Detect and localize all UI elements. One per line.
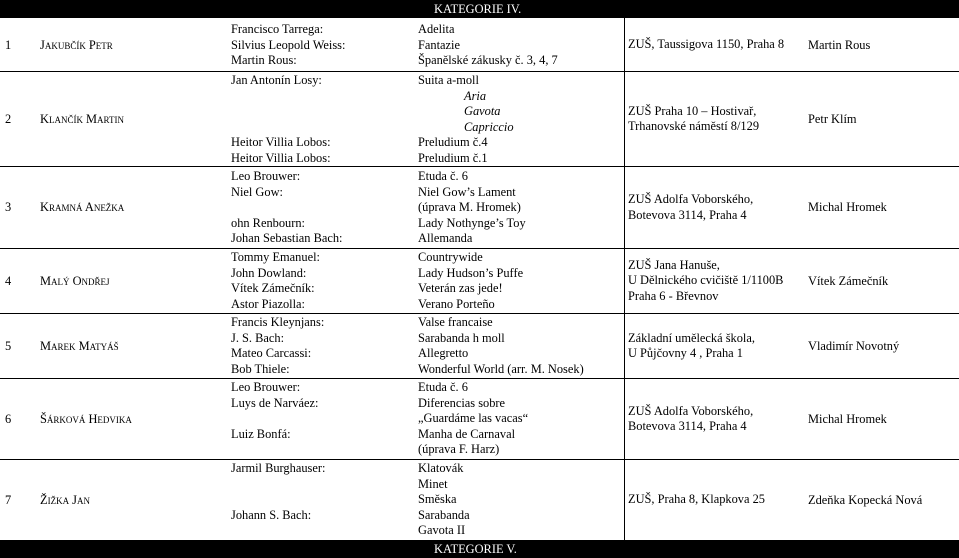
piece: Preludium č.4 — [418, 135, 488, 149]
school — [628, 314, 755, 378]
piece: Etuda č. 6 — [418, 380, 468, 394]
school-line: Botevova 3114, Praha 4 — [628, 207, 747, 222]
piece: Niel Gow’s Lament — [418, 184, 516, 199]
teacher: Michal Hromek — [808, 200, 887, 214]
composer — [231, 120, 331, 136]
composer-list — [231, 380, 318, 442]
piece: Preludium č.1 — [418, 150, 488, 165]
piece-list — [418, 461, 470, 539]
composer: Luys de Narváez: — [231, 395, 319, 410]
school-line: ZUŠ Jana Hanuše, — [628, 257, 720, 272]
composer: Silvius Leopold Weiss: — [231, 37, 346, 52]
composer: Leo Brouwer: — [231, 169, 301, 183]
composer: Leo Brouwer: — [231, 380, 301, 394]
row-number: 4 — [5, 273, 12, 288]
piece: Verano Porteño — [418, 296, 495, 311]
school — [628, 249, 783, 313]
composer: ohn Renbourn: — [231, 215, 305, 230]
piece: Suita a-moll — [418, 73, 479, 87]
piece-list — [418, 22, 558, 69]
piece: „Guardáme las vacas“ — [418, 411, 529, 425]
piece-list — [418, 73, 514, 166]
table-row — [0, 460, 959, 540]
movement: Gavota — [464, 104, 501, 118]
composer-list — [231, 250, 320, 312]
piece: Wonderful World (arr. M. Nosek) — [418, 361, 584, 376]
piece: Adelita — [418, 22, 455, 36]
school-line: ZUŠ, Praha 8, Klapkova 25 — [628, 492, 765, 507]
piece: Směska — [418, 492, 457, 506]
table-row — [0, 314, 959, 378]
piece: Valse francaise — [418, 315, 493, 329]
composer: Francis Kleynjans: — [231, 315, 325, 329]
composer: Vítek Zámečník: — [231, 281, 315, 295]
school-line: U Dělnického cvičiště 1/1100B — [628, 273, 784, 288]
school-line: Trhanovské náměstí 8/129 — [628, 119, 760, 133]
composer-list — [231, 73, 331, 166]
category-footer-label: KATEGORIE V. — [434, 542, 517, 556]
piece-list — [418, 315, 584, 377]
piece: (úprava F. Harz) — [418, 442, 500, 456]
composer: Astor Piazolla: — [231, 296, 305, 311]
performer-name: Šárková Hedvika — [40, 411, 132, 426]
school — [628, 460, 765, 540]
category-header — [0, 0, 959, 18]
composer: Bob Thiele: — [231, 361, 290, 376]
performer-name: Žižka Jan — [40, 492, 90, 507]
performer-name: Jakubčík Petr — [40, 37, 113, 52]
teacher: Petr Klím — [808, 111, 857, 126]
category-header-label: KATEGORIE IV. — [434, 2, 522, 16]
row-number: 5 — [5, 338, 12, 353]
school-line: ZUŠ Adolfa Voborského, — [628, 192, 754, 206]
piece: (úprava M. Hromek) — [418, 200, 521, 214]
composer-list — [231, 169, 343, 247]
performer-name: Marek Matyáš — [40, 338, 119, 353]
composer: Jarmil Burghauser: — [231, 461, 326, 475]
composer: Heitor Villia Lobos: — [231, 135, 331, 149]
piece-list — [418, 169, 526, 247]
composer: Johann S. Bach: — [231, 507, 312, 522]
composer: Jan Antonín Losy: — [231, 73, 322, 87]
piece-list — [418, 380, 528, 458]
composer — [231, 411, 318, 427]
composer: Heitor Villia Lobos: — [231, 150, 331, 165]
performer-name: Klančík Martin — [40, 111, 125, 126]
composer — [231, 104, 331, 120]
piece: Sarabanda h moll — [418, 330, 505, 345]
table-row — [0, 72, 959, 166]
school — [628, 379, 753, 459]
row-number: 2 — [5, 111, 12, 126]
composer: Johan Sebastian Bach: — [231, 231, 343, 245]
composer: Mateo Carcassi: — [231, 346, 312, 360]
row-number: 1 — [5, 37, 12, 52]
row-number: 7 — [5, 492, 12, 507]
performer-name: Kramná Anežka — [40, 200, 125, 214]
school-line: Praha 6 - Břevnov — [628, 288, 719, 303]
school-line: U Půjčovny 4 , Praha 1 — [628, 346, 743, 360]
category-footer — [0, 540, 959, 558]
composer: John Dowland: — [231, 265, 307, 280]
piece: Lady Nothynge’s Toy — [418, 215, 526, 230]
piece: Minet — [418, 476, 448, 491]
piece-list — [418, 250, 523, 312]
composer — [231, 477, 325, 493]
piece: Sarabanda — [418, 507, 470, 522]
composer: J. S. Bach: — [231, 330, 285, 345]
school-line: Botevova 3114, Praha 4 — [628, 419, 747, 433]
composer: Tommy Emanuel: — [231, 250, 320, 264]
composer: Francisco Tarrega: — [231, 22, 324, 36]
teacher: Michal Hromek — [808, 411, 887, 426]
school-line: Základní umělecká škola, — [628, 330, 755, 345]
composer: Niel Gow: — [231, 184, 283, 199]
composer — [231, 492, 325, 508]
piece: Manha de Carnaval — [418, 426, 516, 441]
piece: Allemanda — [418, 231, 473, 245]
piece: Veterán zas jede! — [418, 281, 503, 295]
table-row — [0, 167, 959, 248]
row-number: 6 — [5, 411, 12, 426]
school — [628, 72, 759, 166]
piece: Klatovák — [418, 461, 464, 475]
piece: Countrywide — [418, 250, 483, 264]
piece: Lady Hudson’s Puffe — [418, 265, 524, 280]
teacher: Martin Rous — [808, 37, 871, 52]
table-row — [0, 20, 959, 70]
composer: Luiz Bonfá: — [231, 426, 291, 441]
composer — [231, 200, 343, 216]
composer: Martin Rous: — [231, 53, 297, 67]
piece: Fantazie — [418, 37, 460, 52]
school-line: ZUŠ Praha 10 – Hostivař, — [628, 103, 757, 118]
table-row — [0, 379, 959, 459]
piece: Allegretto — [418, 346, 469, 360]
composer-list — [231, 315, 324, 377]
piece: Etuda č. 6 — [418, 169, 468, 183]
teacher: Vladimír Novotný — [808, 338, 900, 353]
piece: Španělské zákusky č. 3, 4, 7 — [418, 53, 558, 67]
school — [628, 20, 784, 70]
movement: Aria — [464, 88, 487, 103]
piece: Gavota II — [418, 523, 466, 537]
composer — [231, 89, 331, 105]
school-line: ZUŠ Adolfa Voborského, — [628, 403, 754, 418]
row-number: 3 — [5, 200, 12, 214]
table-row — [0, 249, 959, 313]
movement: Capriccio — [464, 119, 514, 134]
teacher: Zdeňka Kopecká Nová — [808, 492, 923, 507]
school-line: ZUŠ, Taussigova 1150, Praha 8 — [628, 37, 785, 52]
composer-list — [231, 22, 345, 69]
performer-name: Malý Ondřej — [40, 273, 110, 288]
piece: Diferencias sobre — [418, 395, 506, 410]
teacher: Vítek Zámečník — [808, 273, 889, 288]
composer-list — [231, 461, 325, 523]
school — [628, 167, 753, 248]
